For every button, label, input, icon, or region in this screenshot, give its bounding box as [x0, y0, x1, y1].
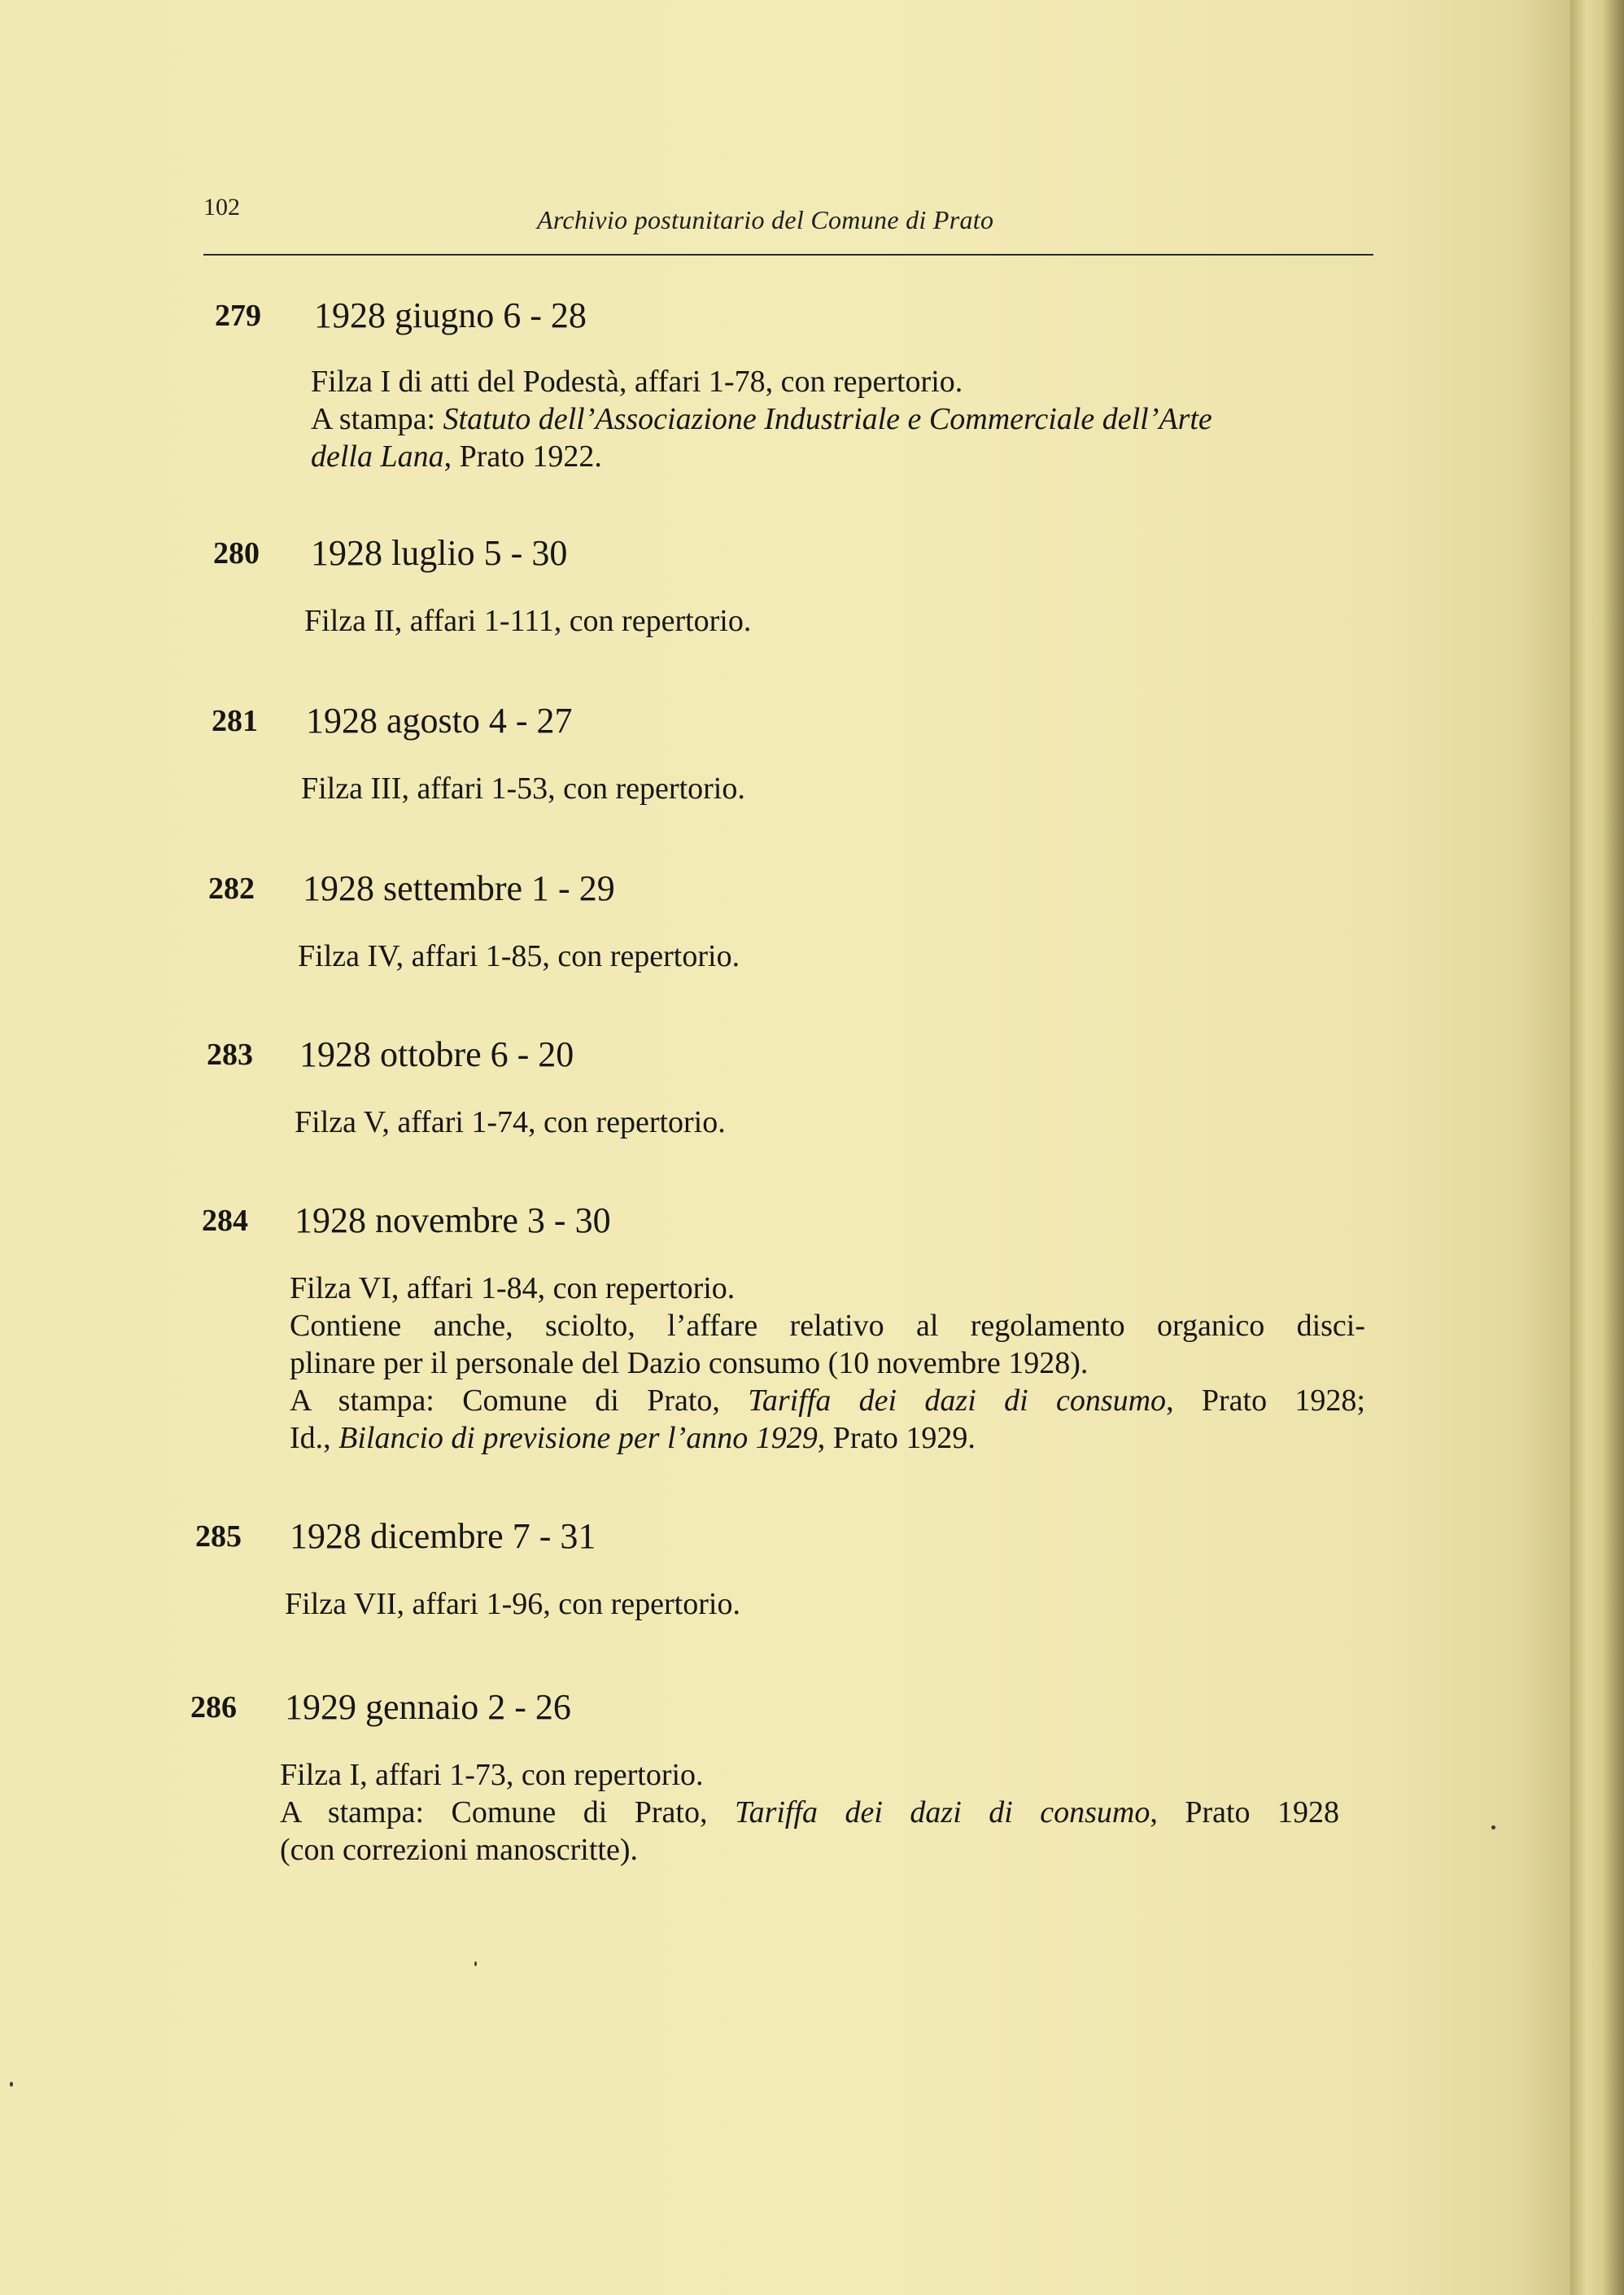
description-line: Filza IV, affari 1-85, con repertorio.: [298, 939, 740, 973]
description-line: Filza VII, affari 1-96, con repertorio.: [285, 1587, 740, 1621]
description-line: plinare per il personale del Dazio consumo (10 novembre 1928).: [290, 1346, 1089, 1380]
entry-description: [301, 770, 745, 807]
description-line: Filza I di atti del Podestà, affari 1-78, con repertorio.: [311, 365, 963, 399]
publication-title: Bilancio di previsione per l’anno 1929: [338, 1421, 818, 1455]
publication-title: della Lana: [311, 439, 444, 474]
entry-date: 1928 agosto 4 - 27: [306, 701, 573, 741]
description-line: (con correzioni manoscritte).: [280, 1833, 638, 1867]
paper-speck: [10, 2082, 13, 2087]
entry-description: [295, 1104, 726, 1141]
entry-number: 286: [190, 1690, 237, 1725]
publication-title: Tariffa dei dazi di consumo: [748, 1384, 1167, 1418]
description-line: A stampa: Comune di Prato, Tariffa dei dazi di consumo, Prato 1928: [280, 1795, 1340, 1829]
page-number: 102: [203, 194, 240, 221]
entry-date: 1928 ottobre 6 - 20: [299, 1034, 574, 1074]
description-line: Filza III, affari 1-53, con repertorio.: [301, 772, 745, 806]
entry-number: 283: [207, 1038, 253, 1072]
entry-number: 279: [215, 299, 261, 333]
description-line: della Lana, Prato 1922.: [311, 439, 602, 474]
running-title: Archivio postunitario del Comune di Prato: [537, 205, 994, 234]
publication-title: Tariffa dei dazi di consumo: [734, 1795, 1150, 1829]
paper-speck: [1491, 1825, 1495, 1829]
entry-number: 285: [195, 1519, 242, 1554]
description-line: Filza I, affari 1-73, con repertorio.: [280, 1758, 704, 1792]
publication-title: Statuto dell’Associazione Industriale e Commerciale dell’Arte: [443, 402, 1212, 436]
entry-description: [285, 1585, 740, 1623]
description-line: Id., Bilancio di previsione per l’anno 1929, Prato 1929.: [290, 1421, 976, 1455]
entry-description: [290, 1270, 1365, 1457]
description-line: Filza VI, affari 1-84, con repertorio.: [290, 1271, 736, 1305]
entry-date: 1929 gennaio 2 - 26: [285, 1687, 571, 1727]
entry-date: 1928 dicembre 7 - 31: [290, 1516, 596, 1556]
entry-description: [311, 363, 1570, 475]
entry-description: [280, 1756, 1339, 1869]
entry-date: 1928 luglio 5 - 30: [311, 533, 568, 573]
page-gutter: [1570, 0, 1624, 2295]
description-line: A stampa: Comune di Prato, Tariffa dei dazi di consumo, Prato 1928;: [290, 1384, 1365, 1418]
page-header: [203, 194, 1373, 256]
description-line: Contiene anche, sciolto, l’affare relativo al regolamento organico disci-: [290, 1309, 1365, 1343]
entry-number: 282: [208, 872, 255, 906]
entry-number: 284: [202, 1204, 248, 1238]
description-line: Filza II, affari 1-111, con repertorio.: [304, 604, 752, 638]
description-line: A stampa: Statuto dell’Associazione Industriale e Commerciale dell’Arte: [311, 402, 1212, 436]
entry-description: [304, 602, 751, 640]
entry-date: 1928 novembre 3 - 30: [295, 1200, 611, 1240]
entry-number: 280: [213, 536, 260, 570]
entry-date: 1928 settembre 1 - 29: [303, 868, 615, 908]
description-line: Filza V, affari 1-74, con repertorio.: [295, 1105, 726, 1139]
entry-number: 281: [212, 704, 258, 738]
entry-date: 1928 giugno 6 - 28: [314, 295, 587, 335]
paper-speck: [474, 1961, 477, 1966]
entry-description: [298, 938, 740, 975]
